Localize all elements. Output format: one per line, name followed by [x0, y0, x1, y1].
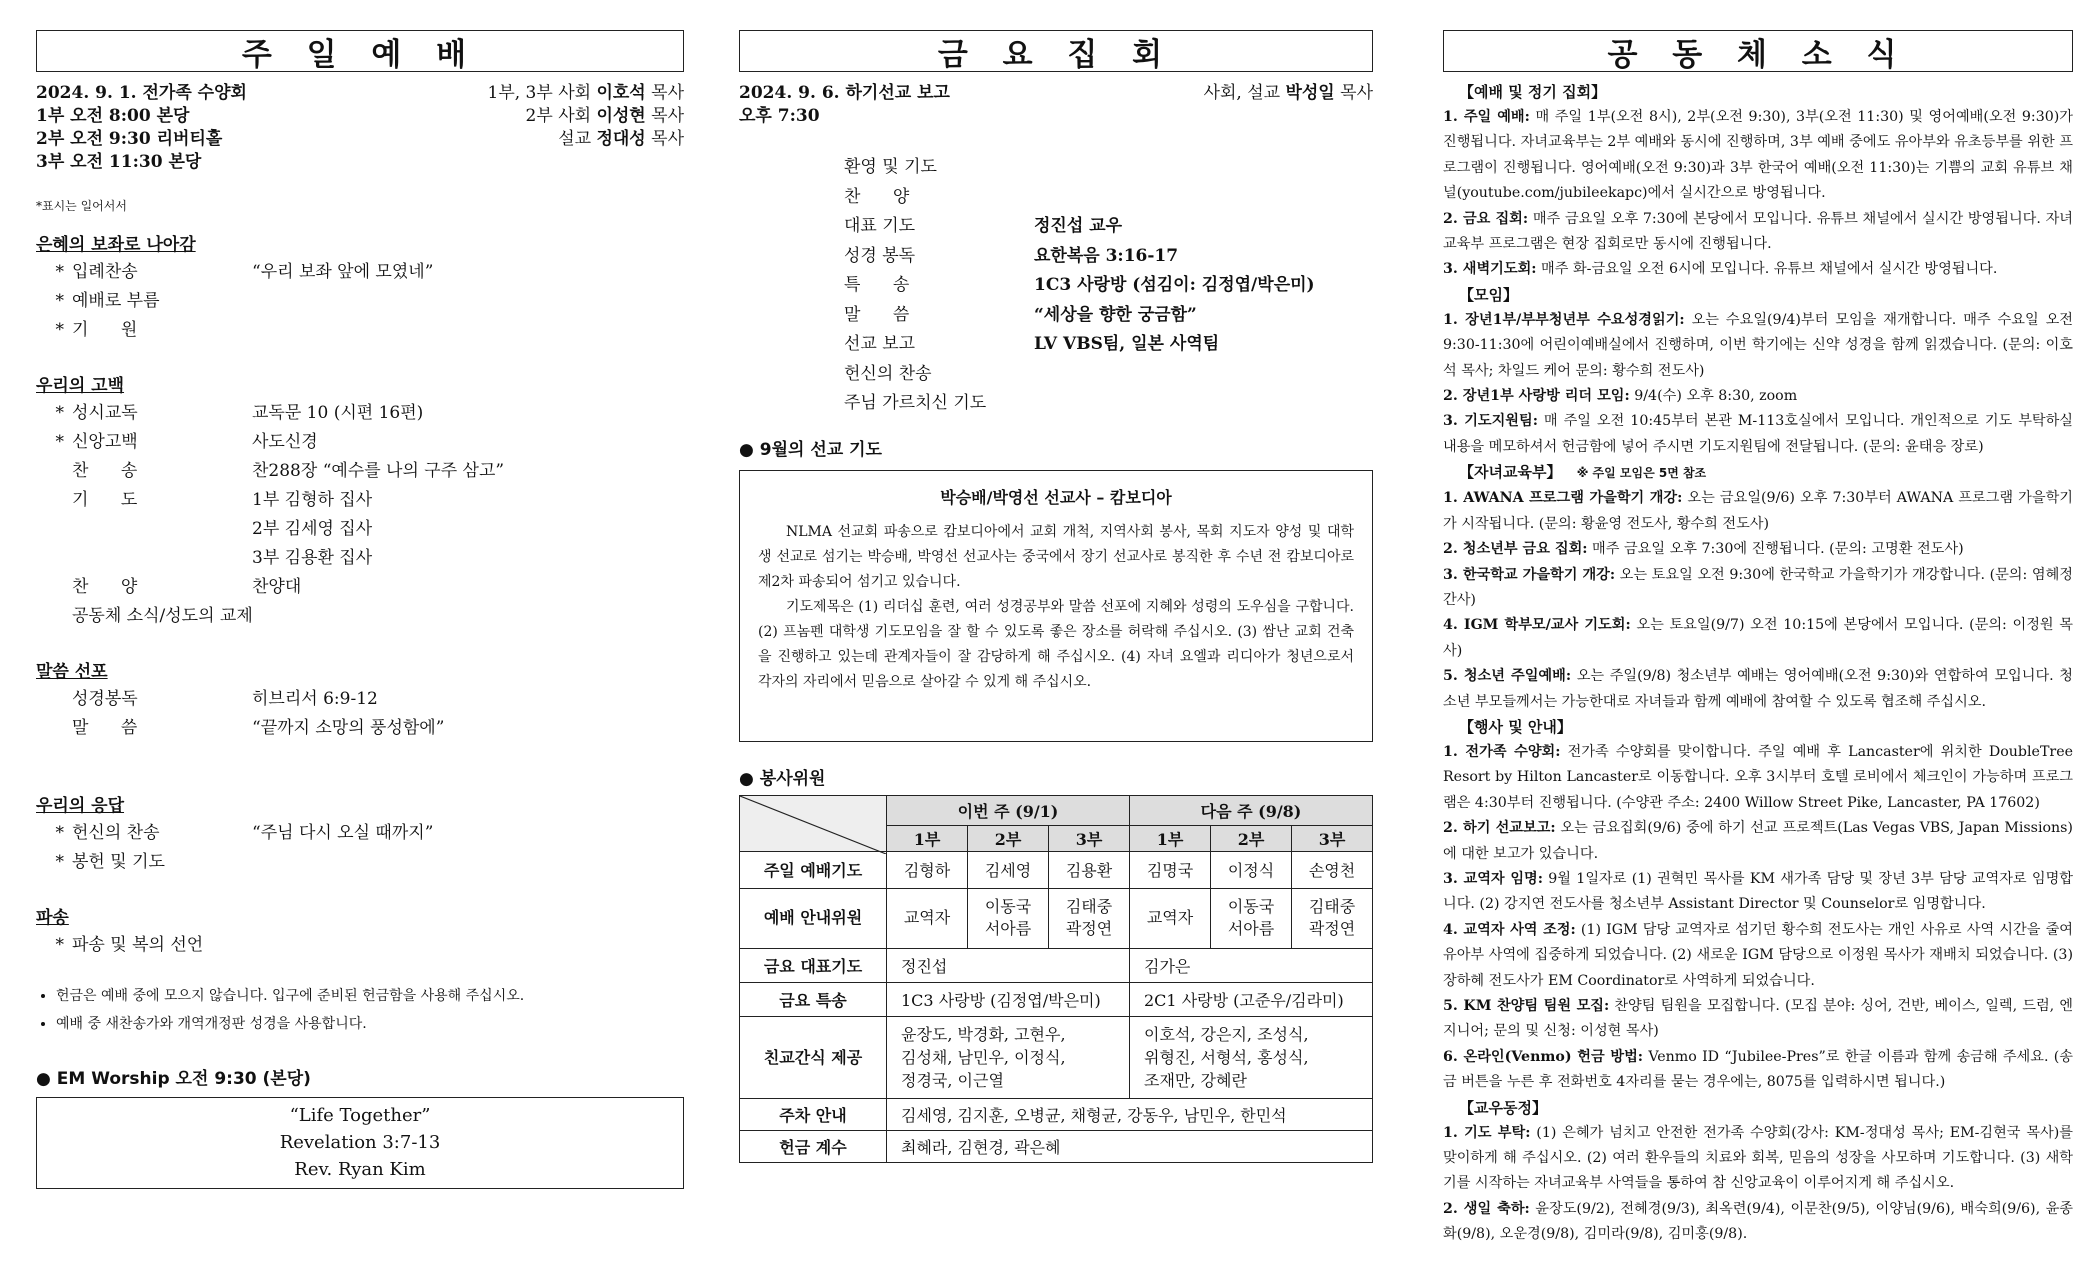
cell: 김명국 — [1130, 851, 1211, 888]
news-section-heading: 【행사 및 안내】 — [1459, 717, 1572, 736]
item-label: 찬 양 — [844, 186, 910, 207]
cell: 김용환 — [1049, 851, 1130, 888]
news-item: 2. 하기 선교보고: 오는 금요집회(9/6) 중에 하기 선교 프로젝트(Las Vegas VBS, Japan Missions)에 대한 보고가 있습니다. — [1443, 820, 2073, 862]
item-value: 1C3 사랑방 (섬김이: 김정엽/박은미) — [1034, 275, 1315, 295]
item-label: 기 도 — [72, 490, 138, 510]
friday-time: 오후 7:30 — [739, 106, 820, 126]
worship-item — [36, 287, 684, 316]
worship-item — [36, 819, 684, 848]
em-worship-heading: ● EM Worship 오전 9:30 (본당) — [36, 1069, 311, 1089]
item-value — [252, 848, 684, 877]
stand-marker: * — [55, 432, 64, 452]
item-value: “끝까지 소망의 풍성함에” — [252, 718, 445, 738]
table-row — [740, 1098, 1373, 1130]
cell: 손영천 — [1292, 851, 1373, 888]
stand-marker — [36, 486, 72, 515]
item-value: 교독문 10 (시편 16편) — [252, 403, 424, 423]
item-value: 찬양대 — [252, 577, 302, 597]
news-item: 2. 금요 집회: 매주 금요일 오후 7:30에 본당에서 모입니다. 유튜브 채널에서 실시간 방영됩니다. 자녀교육부 프로그램은 현장 집회로만 동시에 진행됩니다. — [1443, 210, 2074, 253]
friday-leader: 사회, 설교 박성일 목사 — [1203, 83, 1373, 103]
service-header: 2부 — [1211, 825, 1292, 851]
item-value — [1034, 389, 1373, 419]
item-value — [1034, 183, 1373, 213]
friday-order-item — [844, 242, 1373, 272]
item-label: 찬 송 — [72, 461, 138, 481]
stand-marker — [36, 602, 72, 631]
cell: 김가은 — [1130, 948, 1373, 982]
cell: 이호석, 강은지, 조성식, 위형진, 서형석, 홍성식, 조재만, 강혜란 — [1130, 1016, 1373, 1098]
item-label: 선교 보고 — [844, 334, 916, 354]
item-label: 예배로 부름 — [72, 291, 160, 311]
friday-order-item — [844, 330, 1373, 360]
news-item: 1. 기도 부탁: (1) 은혜가 넘치고 안전한 전가족 수양회(강사: KM-정대성 목사; EM-김현국 목사)를 맞이하게 해 주십시오. (2) 여러 환우들의 치료와 회복, 믿음의 성장을 사모하며 기도합니다. (3) 새학기를 시작하는 자녀교육부 사역들을 통하여 참 신앙교육이 이루어지게 해 주십시오. — [1443, 1124, 2074, 1192]
worship-item — [36, 931, 684, 960]
news-section-heading: 【모임】 — [1459, 285, 1518, 304]
community-news-body — [1443, 80, 2073, 1248]
cell: 김세영 — [968, 851, 1049, 888]
stand-marker — [36, 544, 72, 573]
friday-gathering-column — [739, 0, 1373, 1163]
service-time-1: 1부 오전 8:00 본당 — [36, 106, 190, 126]
table-row — [740, 888, 1373, 948]
cell: 김형하 — [887, 851, 968, 888]
worship-item — [36, 316, 684, 345]
worship-item — [36, 544, 684, 573]
leader-line-2: 2부 사회 이성현 목사 — [525, 106, 684, 126]
item-value: 1부 김형하 집사 — [252, 490, 373, 510]
item-label: 봉헌 및 기도 — [72, 852, 165, 872]
news-item: 3. 한국학교 가을학기 개강: 오는 토요일 오전 9:30에 한국학교 가을학기가 개강합니다. (문의: 염혜정 간사) — [1443, 566, 2073, 608]
cell: 김태중 곽정연 — [1049, 888, 1130, 948]
item-label: 입례찬송 — [72, 262, 138, 282]
this-week-header: 이번 주 (9/1) — [887, 795, 1130, 825]
service-header: 1부 — [887, 825, 968, 851]
item-value: 사도신경 — [252, 432, 318, 452]
news-item: 3. 새벽기도회: 매주 화-금요일 오전 6시에 모입니다. 유튜브 채널에서 실시간 방영됩니다. — [1443, 261, 1998, 278]
cell: 김세영, 김지훈, 오병균, 채형균, 강동우, 남민우, 한민석 — [887, 1098, 1373, 1130]
sunday-order-of-worship — [36, 232, 684, 970]
worship-item — [36, 399, 684, 428]
friday-order-item — [844, 153, 1373, 183]
leader-line-3: 설교 정대성 목사 — [558, 129, 684, 149]
mission-paragraph: NLMA 선교회 파송으로 캄보디아에서 교회 개척, 지역사회 봉사, 목회 지도자 양성 및 대학생 선교로 섬기는 박승배, 박영선 선교사는 중국에서 장기 선교사로 봉직한 후 수년 전 캄보디아로 제2차 파송되어 섬기고 있습니다. — [758, 523, 1354, 590]
friday-order — [844, 153, 1373, 419]
row-label: 주일 예배기도 — [740, 851, 887, 888]
note-item: • 헌금은 예배 중에 모으지 않습니다. 입구에 준비된 헌금함을 사용해 주십시오. — [56, 982, 684, 1010]
item-label: 성시교독 — [72, 403, 138, 423]
table-corner — [740, 795, 887, 851]
em-speaker: Rev. Ryan Kim — [294, 1159, 426, 1180]
mission-paragraph: 기도제목은 (1) 리더십 훈련, 여러 성경공부와 말씀 선포에 지혜와 성령의 도우심을 구합니다. (2) 프놈펜 대학생 기도모임을 잘 할 수 있도록 좋은 장소를 허락해 주십시오. (3) 쌈난 교회 건축을 진행하고 있는데 관계자들이 잘 감당하게 해 주십시오. (4) 자녀 요엘과 리디아가 청년으로서 각자의 자리에서 믿음으로 살아갈 수 있게 해 주십시오. — [758, 598, 1354, 690]
service-time-2: 2부 오전 9:30 리버티홀 — [36, 129, 223, 149]
stand-marker — [36, 685, 72, 714]
news-item: 4. 교역자 사역 조정: (1) IGM 담당 교역자로 섬기던 황수희 전도사는 개인 사유로 사역 시간을 줄여 유아부 사역에 집중하게 되었습니다. (2) 새로운 IGM 담당으로 이정원 목사가 재배치 되었습니다. (3) 장하혜 전도사가 EM Coordinator로 사역하게 되었습니다. — [1443, 921, 2073, 989]
table-row — [740, 948, 1373, 982]
volunteer-heading: ● 봉사위원 — [739, 768, 826, 789]
friday-order-item — [844, 212, 1373, 242]
section-heading: 파송 — [36, 908, 69, 928]
row-label: 친교간식 제공 — [740, 1016, 887, 1098]
news-item: 3. 교역자 임명: 9월 1일자로 (1) 권혁민 목사를 KM 새가족 담당 및 장년 3부 담당 교역자로 임명합니다. (2) 강지연 전도사를 청소년부 Assistant Director 및 Counselor로 임명합니다. — [1443, 870, 2073, 913]
item-label: 헌신의 찬송 — [72, 823, 160, 843]
worship-item — [36, 515, 684, 544]
item-label: 기 원 — [72, 320, 138, 340]
table-row — [740, 851, 1373, 888]
mission-prayer-box — [739, 470, 1373, 742]
item-label: 주님 가르치신 기도 — [844, 393, 987, 413]
stand-marker — [36, 573, 72, 602]
item-value — [1034, 153, 1373, 183]
stand-marker: * — [55, 320, 64, 340]
friday-gathering-title: 금 요 집 회 — [739, 30, 1373, 72]
mission-prayer-heading: ● 9월의 선교 기도 — [739, 439, 882, 460]
item-value — [253, 602, 684, 631]
item-value: 요한복음 3:16-17 — [1034, 245, 1179, 266]
news-section-heading: 【자녀교육부】 ※ 주일 모임은 5면 참조 — [1459, 463, 1707, 482]
cell: 이동국 서아름 — [968, 888, 1049, 948]
news-item: 2. 장년1부 사랑방 리더 모임: 9/4(수) 오후 8:30, zoom — [1443, 388, 1798, 405]
item-value: “주님 다시 오실 때까지” — [252, 823, 434, 843]
item-label: 성경 봉독 — [844, 245, 916, 266]
news-item: 1. 주일 예배: 매 주일 1부(오전 8시), 2부(오전 9:30), 3부(오전 11:30) 및 영어예배(오전 9:30)가 진행됩니다. 자녀교육부는 2부 예배와 동시에 진행하며, 3부 예배 중에도 유아부와 유초등부를 위한 프로그램이 진행됩니다. 영어예배(오전 9:30)과 3부 한국어 예배(오전 11:30)는 기쁨의 교회 유튜브 채널(youtube.com/jubileekapc)에서 실시간으로 방영됩니다. — [1443, 109, 2073, 202]
friday-date-line: 2024. 9. 6. 하기선교 보고 — [739, 83, 950, 103]
table-row — [740, 982, 1373, 1016]
section-heading: 은혜의 보좌로 나아감 — [36, 235, 196, 255]
service-header: 3부 — [1292, 825, 1373, 851]
item-value — [252, 316, 684, 345]
cell: 정진섭 — [887, 948, 1130, 982]
missionary-name: 박승배/박영선 선교사 – 캄보디아 — [940, 487, 1172, 507]
news-section-heading: 【교우동정】 — [1459, 1098, 1547, 1117]
worship-item — [36, 428, 684, 457]
note-item: • 예배 중 새찬송가와 개역개정판 성경을 사용합니다. — [56, 1010, 684, 1038]
item-label: 성경봉독 — [72, 689, 138, 709]
friday-order-item — [844, 360, 1373, 390]
em-scripture: Revelation 3:7-13 — [279, 1132, 441, 1153]
item-value: “세상을 향한 궁금함” — [1034, 304, 1197, 325]
service-time-3: 3부 오전 11:30 본당 — [36, 152, 202, 172]
stand-marker: * — [55, 852, 64, 872]
stand-marker: * — [55, 262, 64, 282]
worship-item — [36, 486, 684, 515]
item-value — [252, 931, 684, 960]
news-item: 5. KM 찬양팀 팀원 모집: 찬양팀 팀원을 모집합니다. (모집 분야: 싱어, 건반, 베이스, 일렉, 드럼, 엔지니어; 문의 및 신청: 이성현 목사) — [1443, 998, 2073, 1040]
section-heading: 말씀 선포 — [36, 662, 108, 682]
item-value — [252, 287, 684, 316]
item-label: 신앙고백 — [72, 432, 138, 452]
worship-item — [36, 258, 684, 287]
news-item: 4. IGM 학부모/교사 기도회: 오는 토요일(9/7) 오전 10:15에 본당에서 모입니다. (문의: 이정원 목사) — [1443, 617, 2073, 659]
item-value: “우리 보좌 앞에 모였네” — [252, 262, 434, 282]
item-label: 말 씀 — [72, 718, 138, 738]
item-label: 헌신의 찬송 — [844, 363, 932, 384]
stand-marker: * — [55, 823, 64, 843]
news-item: 2. 청소년부 금요 집회: 매주 금요일 오후 7:30에 진행됩니다. (문의: 고명환 전도사) — [1443, 541, 1964, 558]
item-label: 파송 및 복의 선언 — [72, 935, 204, 955]
item-label: 말 씀 — [844, 304, 910, 325]
cell: 교역자 — [1130, 888, 1211, 948]
item-label: 공동체 소식/성도의 교제 — [72, 606, 253, 626]
item-value: 히브리서 6:9-12 — [252, 689, 378, 709]
cell: 김태중 곽정연 — [1292, 888, 1373, 948]
item-label — [72, 544, 252, 573]
item-value — [1034, 360, 1373, 390]
next-week-header: 다음 주 (9/8) — [1130, 795, 1373, 825]
cell: 교역자 — [887, 888, 968, 948]
item-value: 2부 김세영 집사 — [252, 519, 373, 539]
sunday-worship-title: 주 일 예 배 — [36, 30, 684, 72]
volunteer-table — [739, 795, 1373, 1163]
row-label: 금요 특송 — [740, 982, 887, 1016]
service-header: 2부 — [968, 825, 1049, 851]
worship-notes — [36, 982, 684, 1038]
cell: 이정식 — [1211, 851, 1292, 888]
item-label — [72, 515, 252, 544]
worship-item — [36, 457, 684, 486]
worship-item — [36, 573, 684, 602]
stand-marker: * — [55, 935, 64, 955]
friday-order-item — [844, 301, 1373, 331]
worship-item — [36, 685, 684, 714]
em-worship-box — [36, 1097, 684, 1189]
friday-order-item — [844, 271, 1373, 301]
row-label: 금요 대표기도 — [740, 948, 887, 982]
worship-item — [36, 602, 684, 631]
em-sermon-title: “Life Together” — [289, 1105, 431, 1126]
worship-item — [36, 848, 684, 877]
news-item: 2. 생일 축하: 윤장도(9/2), 전혜경(9/3), 최옥련(9/4), 이문찬(9/5), 이양님(9/6), 배숙희(9/6), 윤종화(9/8), 오운경(9/8), 김미라(9/8), 김미홍(9/8). — [1443, 1200, 2074, 1243]
news-section-note: ※ 주일 모임은 5면 참조 — [1576, 466, 1707, 481]
item-value: 3부 김용환 집사 — [252, 548, 373, 568]
community-news-column — [1443, 0, 2073, 1248]
news-section-heading: 【예배 및 정기 집회】 — [1459, 83, 1607, 101]
section-heading: 우리의 고백 — [36, 376, 125, 396]
item-label: 대표 기도 — [844, 216, 916, 236]
cell: 최혜라, 김현경, 곽은혜 — [887, 1130, 1373, 1162]
stand-marker — [36, 515, 72, 544]
news-item: 5. 청소년 주일예배: 오는 주일(9/8) 청소년부 예배는 영어예배(오전 9:30)와 연합하여 모입니다. 청소년 부모들께서는 가능한대로 자녀들과 함께 예배에 참여할 수 있도록 협조해 주십시오. — [1443, 668, 2073, 710]
news-item: 1. 전가족 수양회: 전가족 수양회를 맞이합니다. 주일 예배 후 Lancaster에 위치한 DoubleTree Resort by Hilton Lancaster로 이동합니다. 오후 3시부터 호텔 로비에서 체크인이 가능하며 프로그램은 4:30부터 진행됩니다. (수양관 주소: 2400 Willow Street Pike, Lancaster, PA 17602) — [1443, 743, 2073, 811]
sunday-date-line: 2024. 9. 1. 전가족 수양회 — [36, 83, 247, 103]
cell: 2C1 사랑방 (고준우/김라미) — [1130, 982, 1373, 1016]
item-value: 찬288장 “예수를 나의 구주 삼고” — [252, 461, 505, 481]
item-label: 환영 및 기도 — [844, 157, 937, 177]
item-value: 정진섭 교우 — [1034, 216, 1123, 236]
news-item: 1. AWANA 프로그램 가을학기 개강: 오는 금요일(9/6) 오후 7:30부터 AWANA 프로그램 가을학기가 시작됩니다. (문의: 황윤영 전도사, 황수희 전도사) — [1443, 490, 2073, 532]
stand-note: *표시는 일어서서 — [36, 199, 127, 213]
row-label: 헌금 계수 — [740, 1130, 887, 1162]
news-item: 3. 기도지원팀: 매 주일 오전 10:45부터 본관 M-113호실에서 모입니다. 개인적으로 기도 부탁하실 내용을 메모하셔서 헌금함에 넣어 주시면 기도지원팀에 전달됩니다. (문의: 윤태응 장로) — [1443, 413, 2074, 455]
news-item: 6. 온라인(Venmo) 헌금 방법: Venmo ID “Jubilee-Pres”로 한글 이름과 함께 송금해 주세요. (송금 버튼을 누른 후 전화번호 4자리를 묻는 경우에는, 8075를 입력하시면 됩니다.) — [1443, 1048, 2073, 1091]
item-label: 특 송 — [844, 275, 910, 295]
service-header: 1부 — [1130, 825, 1211, 851]
service-header: 3부 — [1049, 825, 1130, 851]
stand-marker: * — [55, 291, 64, 311]
table-row — [740, 1016, 1373, 1098]
sunday-worship-column — [36, 0, 684, 1189]
community-news-title: 공 동 체 소 식 — [1443, 30, 2073, 72]
worship-item — [36, 714, 684, 743]
friday-order-item — [844, 183, 1373, 213]
section-heading: 우리의 응답 — [36, 796, 125, 816]
row-label: 주차 안내 — [740, 1098, 887, 1130]
table-row — [740, 1130, 1373, 1162]
friday-order-item — [844, 389, 1373, 419]
cell: 1C3 사랑방 (김정엽/박은미) — [887, 982, 1130, 1016]
cell: 이동국 서아름 — [1211, 888, 1292, 948]
item-label: 찬 양 — [72, 577, 138, 597]
stand-marker — [36, 714, 72, 743]
item-value: LV VBS팀, 일본 사역팀 — [1034, 334, 1220, 354]
stand-marker — [36, 457, 72, 486]
stand-marker: * — [55, 403, 64, 423]
row-label: 예배 안내위원 — [740, 888, 887, 948]
news-item: 1. 장년1부/부부청년부 수요성경읽기: 오는 수요일(9/4)부터 모임을 재개합니다. 매주 수요일 오전 9:30-11:30에 어린이예배실에서 진행하며, 이번 학기에는 신약 성경을 함께 읽겠습니다. (문의: 이호석 목사; 차일드 케어 문의: 황수희 전도사) — [1443, 311, 2073, 379]
cell: 윤장도, 박경화, 고현우, 김성채, 남민우, 이정식, 정경국, 이근열 — [887, 1016, 1130, 1098]
leader-line-1: 1부, 3부 사회 이호석 목사 — [487, 83, 684, 103]
